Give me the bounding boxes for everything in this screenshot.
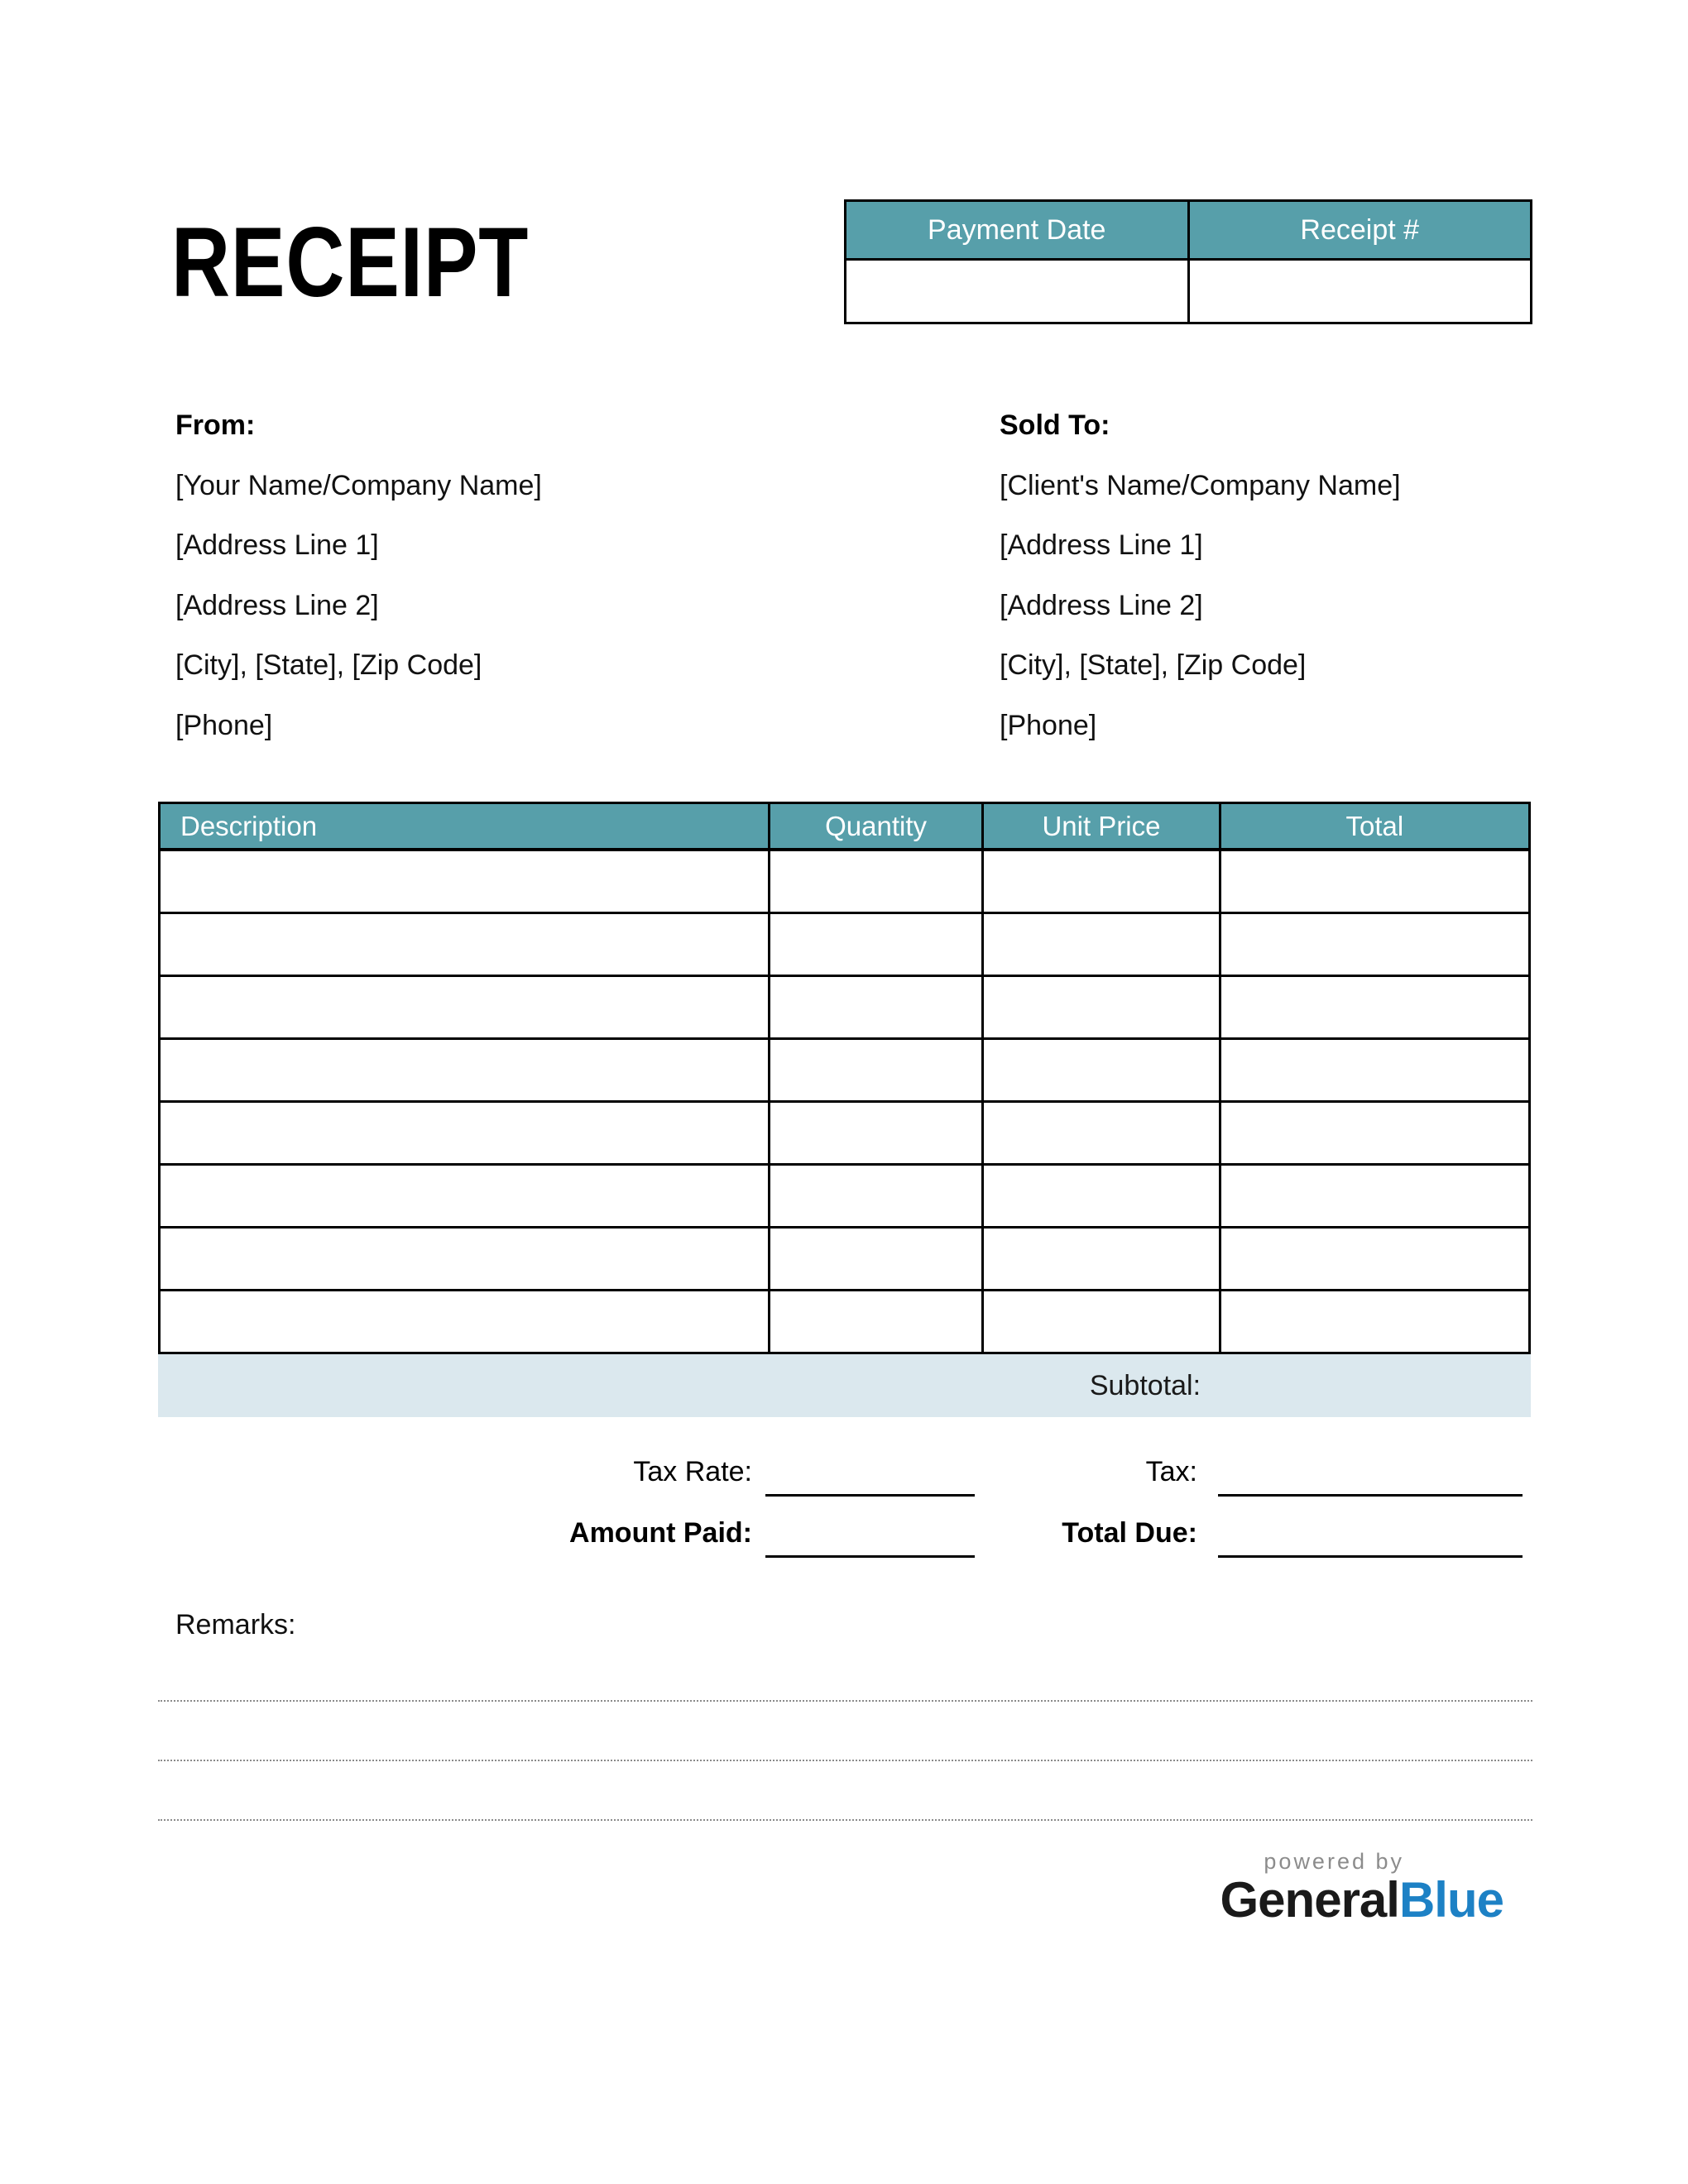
remarks-ruled-line (158, 1642, 1532, 1702)
items-table-row (160, 1039, 1530, 1102)
tax-rate-label: Tax Rate: (633, 1456, 752, 1487)
items-table-cell (769, 976, 982, 1039)
items-table (158, 802, 1531, 1354)
general-blue-logo (1220, 1871, 1503, 1928)
sold-to-address-line-1: [Address Line 1] (1000, 529, 1203, 561)
payment-date-value (846, 260, 1189, 323)
items-table-cell (769, 1228, 982, 1291)
amount-paid-fill-line (765, 1555, 975, 1558)
items-table-cell (160, 850, 770, 913)
items-table-cell (160, 1291, 770, 1353)
items-table-cell (983, 913, 1220, 976)
items-table-row (160, 1165, 1530, 1228)
items-table-cell (983, 850, 1220, 913)
brand-blue: Blue (1398, 1872, 1503, 1928)
payment-info-value-row (846, 260, 1532, 323)
sold-to-section (1000, 395, 1401, 755)
items-table-cell (769, 850, 982, 913)
items-table-cell (1220, 1102, 1529, 1165)
payment-info-header-row (846, 201, 1532, 260)
items-table-row (160, 1228, 1530, 1291)
totals-area (158, 1417, 1531, 1599)
items-table-cell (769, 1165, 982, 1228)
items-table-row (160, 1291, 1530, 1353)
remarks-label: Remarks: (175, 1609, 296, 1640)
items-table-cell (983, 1039, 1220, 1102)
subtotal-row (158, 1354, 1531, 1417)
sold-to-phone: [Phone] (1000, 709, 1097, 741)
remarks-ruled-line (158, 1761, 1532, 1821)
items-table-cell (769, 1102, 982, 1165)
subtotal-label: Subtotal: (1089, 1369, 1201, 1401)
total-due-label: Total Due: (1062, 1517, 1197, 1549)
payment-date-header: Payment Date (846, 201, 1189, 260)
items-table-cell (160, 1102, 770, 1165)
items-table-cell (1220, 1228, 1529, 1291)
items-header-row (160, 803, 1530, 850)
total-header: Total (1220, 803, 1529, 850)
tax-label: Tax: (1145, 1456, 1197, 1487)
remarks-ruled-lines (158, 1642, 1532, 1821)
tax-rate-fill-line (765, 1494, 975, 1497)
items-table-cell (1220, 913, 1529, 976)
sold-to-name-line: [Client's Name/Company Name] (1000, 469, 1401, 501)
items-table-cell (160, 1165, 770, 1228)
page-title: RECEIPT (171, 207, 530, 318)
from-label: From: (175, 410, 256, 441)
total-due-fill-line (1218, 1555, 1523, 1558)
items-table-row (160, 913, 1530, 976)
amount-paid-label: Amount Paid: (569, 1517, 752, 1549)
items-table-row (160, 850, 1530, 913)
description-header: Description (160, 803, 770, 850)
remarks-ruled-line (158, 1702, 1532, 1761)
items-table-cell (983, 1165, 1220, 1228)
items-table-cell (983, 976, 1220, 1039)
quantity-header: Quantity (769, 803, 982, 850)
sold-to-address-line-2: [Address Line 2] (1000, 589, 1203, 621)
sold-to-label: Sold To: (1000, 410, 1110, 441)
items-table-cell (769, 913, 982, 976)
items-table-cell (160, 1228, 770, 1291)
items-table-cell (983, 1291, 1220, 1353)
items-table-row (160, 976, 1530, 1039)
from-address-line-2: [Address Line 2] (175, 589, 379, 621)
items-table-cell (769, 1039, 982, 1102)
items-table-cell (983, 1228, 1220, 1291)
items-table-cell (1220, 1039, 1529, 1102)
brand-general: General (1220, 1872, 1399, 1928)
items-table-cell (769, 1291, 982, 1353)
payment-info-table (844, 199, 1532, 324)
items-table-cell (160, 1039, 770, 1102)
from-address-line-1: [Address Line 1] (175, 529, 379, 561)
tax-fill-line (1218, 1494, 1523, 1497)
items-table-cell (160, 913, 770, 976)
items-table-cell (1220, 1291, 1529, 1353)
items-table-cell (1220, 976, 1529, 1039)
items-table-row (160, 1102, 1530, 1165)
items-table-cell (160, 976, 770, 1039)
items-table-cell (983, 1102, 1220, 1165)
from-phone: [Phone] (175, 709, 273, 741)
from-name-line: [Your Name/Company Name] (175, 469, 542, 501)
unit-price-header: Unit Price (983, 803, 1220, 850)
from-city-state-zip: [City], [State], [Zip Code] (175, 649, 482, 681)
items-section (158, 802, 1531, 1599)
sold-to-city-state-zip: [City], [State], [Zip Code] (1000, 649, 1307, 681)
powered-by-text: powered by (1264, 1849, 1404, 1874)
receipt-number-value (1188, 260, 1532, 323)
from-section (175, 395, 542, 755)
items-table-cell (1220, 850, 1529, 913)
items-table-cell (1220, 1165, 1529, 1228)
receipt-number-header: Receipt # (1188, 201, 1532, 260)
